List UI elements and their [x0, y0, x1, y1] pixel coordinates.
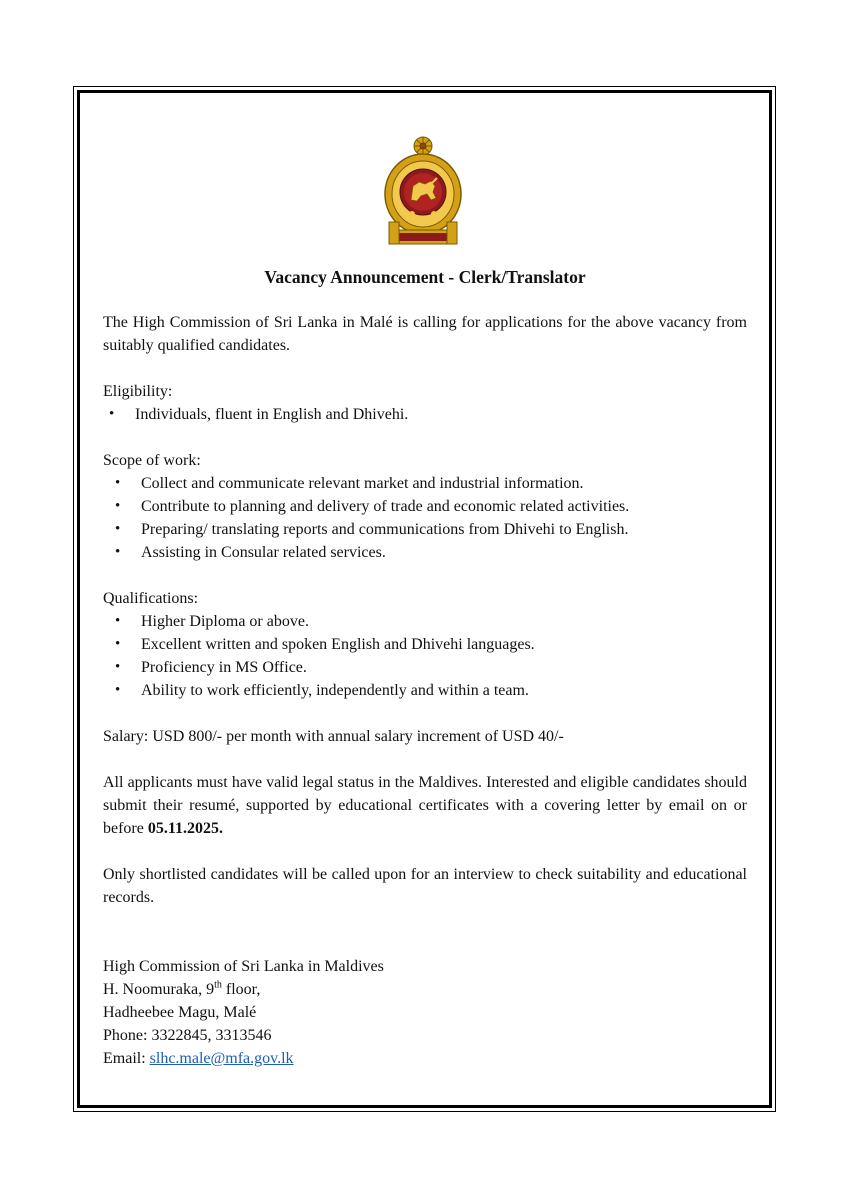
- contact-address: [103, 955, 747, 1070]
- eligibility-heading: Eligibility:: [103, 383, 173, 400]
- address-line-1: H. Noomuraka, 9th floor,: [103, 979, 261, 998]
- email-link[interactable]: slhc.male@mfa.gov.lk: [149, 1050, 294, 1067]
- list-item: • Assisting in Consular related services.: [103, 541, 747, 564]
- page-title: Vacancy Announcement - Clerk/Translator: [264, 267, 586, 287]
- document-body: [103, 264, 747, 1070]
- qualifications-heading: Qualifications:: [103, 590, 199, 607]
- address-line-2: Hadheebee Magu, Malé: [103, 1004, 257, 1021]
- scope-list: [103, 472, 747, 564]
- deadline-date: 05.11.2025.: [147, 820, 223, 837]
- scope-heading: Scope of work:: [103, 452, 201, 469]
- list-item: • Individuals, fluent in English and Dhivehi.: [103, 403, 747, 426]
- list-item: • Preparing/ translating reports and communications from Dhivehi to English.: [103, 518, 747, 541]
- list-item: • Ability to work efficiently, independently and within a team.: [103, 679, 747, 702]
- salary-line: Salary: USD 800/- per month with annual salary increment of USD 40/-: [103, 728, 564, 745]
- list-item: • Contribute to planning and delivery of trade and economic related activities.: [103, 495, 747, 518]
- application-paragraph: [103, 771, 747, 840]
- qualifications-list: [103, 610, 747, 702]
- application-text: All applicants must have valid legal status in the Maldives. Interested and eligible candidates should submit their resumé, supported by educational certificates with a covering letter by email on or before: [103, 774, 747, 837]
- address-org: High Commission of Sri Lanka in Maldives: [103, 958, 384, 975]
- list-item: • Proficiency in MS Office.: [103, 656, 747, 679]
- address-phone: Phone: 3322845, 3313546: [103, 1027, 272, 1044]
- email-label: Email:: [103, 1050, 150, 1067]
- sri-lanka-emblem-icon: [379, 134, 467, 248]
- list-item: • Collect and communicate relevant market and industrial information.: [103, 472, 747, 495]
- list-item: • Excellent written and spoken English and Dhivehi languages.: [103, 633, 747, 656]
- list-item: • Higher Diploma or above.: [103, 610, 747, 633]
- address-email-line: [103, 1047, 747, 1070]
- shortlist-paragraph: Only shortlisted candidates will be called upon for an interview to check suitability and educational records.: [103, 866, 747, 906]
- intro-paragraph: The High Commission of Sri Lanka in Malé is calling for applications for the above vacancy from suitably qualified candidates.: [103, 314, 747, 354]
- eligibility-list: [103, 403, 747, 426]
